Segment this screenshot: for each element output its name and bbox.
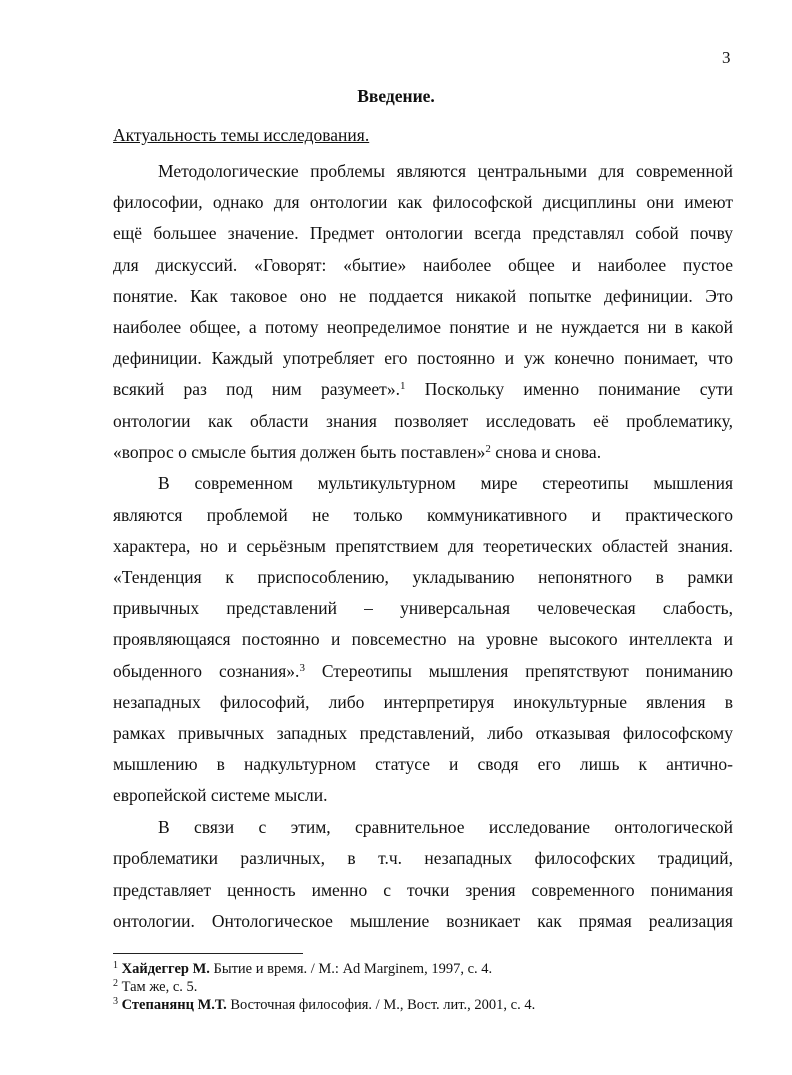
text-line	[113, 875, 733, 906]
text-segment: проблематики различных, в т.ч. незападных философских традиций,	[113, 848, 733, 869]
footnote-text: Восточная философия. / М., Вост. лит., 2001, с. 4.	[226, 997, 536, 1013]
text-segment: «Тенденция к приспособлению, укладыванию непонятного в рамки	[113, 567, 733, 588]
text-segment: ещё большее значение. Предмет онтологии всегда представлял собой почву	[113, 223, 733, 244]
text-segment: онтологии. Онтологическое мышление возникает как прямая реализация	[113, 910, 733, 931]
footnote-number: 1	[113, 960, 118, 971]
text-line	[113, 406, 733, 437]
text-segment: для дискуссий. «Говорят: «бытие» наиболее общее и наиболее пустое	[113, 254, 733, 275]
text-line	[113, 593, 733, 624]
text-line	[113, 656, 733, 687]
paragraph	[113, 468, 733, 811]
page-number: 3	[722, 48, 731, 67]
text-line	[113, 218, 733, 249]
footnote-3	[113, 997, 535, 1014]
text-segment: незападных философий, либо интерпретируя инокультурные явления в	[113, 691, 733, 712]
text-line	[113, 281, 733, 312]
text-line	[113, 812, 733, 843]
text-segment: наиболее общее, а потому неопределимое понятие и не нуждается ни в какой	[113, 316, 733, 337]
text-line	[113, 343, 733, 374]
text-segment: Методологические проблемы являются центральными для современной	[158, 161, 733, 181]
text-segment: снова и снова.	[490, 441, 602, 462]
text-line	[113, 780, 733, 811]
text-segment: философии, однако для онтологии как философской дисциплины они имеют	[113, 192, 733, 213]
text-line	[113, 531, 733, 562]
footnote-ref: 1	[399, 380, 406, 393]
text-segment: дефиниции. Каждый употребляет его постоянно и уж конечно понимает, что	[113, 348, 733, 369]
text-segment: обыденного сознания».	[113, 660, 300, 681]
text-segment: представляет ценность именно с точки зрения современного понимания	[113, 879, 733, 900]
footnote-separator	[113, 953, 303, 954]
footnote-text: Бытие и время. / М.: Ad Marginem, 1997, с. 4.	[209, 961, 493, 977]
text-segment: мышлению в надкультурном статусе и сводя его лишь к антично-	[113, 754, 733, 775]
text-line	[113, 749, 733, 780]
footnote-text: Там же, с. 5.	[121, 979, 198, 995]
text-line	[113, 374, 733, 405]
text-segment: проявляющаяся постоянно и повсеместно на уровне высокого интеллекта и	[113, 629, 733, 650]
footnote-author: Степанянц М.Т.	[121, 997, 227, 1013]
paragraph	[113, 812, 733, 937]
footnote-number: 2	[113, 978, 118, 989]
text-segment: Стереотипы мышления препятствуют пониманию	[304, 660, 734, 681]
text-segment: Поскольку именно понимание сути	[405, 379, 733, 400]
text-segment: В современном мультикультурном мире стереотипы мышления	[158, 473, 733, 494]
text-line	[113, 718, 733, 749]
footnote-ref: 2	[485, 442, 491, 455]
text-segment: «вопрос о смысле бытия должен быть поставлен»	[113, 441, 486, 462]
text-line	[113, 250, 733, 281]
text-line	[113, 187, 733, 218]
footnote-1	[113, 961, 492, 978]
text-segment: являются проблемой не только коммуникативного и практического	[113, 504, 733, 525]
text-segment: характера, но и серьёзным препятствием для теоретических областей знания.	[113, 535, 733, 556]
footnote-author: Хайдеггер М.	[121, 961, 210, 977]
text-line	[113, 500, 733, 531]
text-segment: онтологии как области знания позволяет исследовать её проблематику,	[113, 410, 733, 431]
paragraph	[113, 156, 733, 468]
text-line	[113, 312, 733, 343]
subsection-heading: Актуальность темы исследования.	[113, 125, 370, 145]
text-segment: рамках привычных западных представлений, либо отказывая философскому	[113, 722, 733, 743]
text-line	[113, 843, 733, 874]
text-line	[113, 687, 733, 718]
text-line	[113, 624, 733, 655]
text-segment: В связи с этим, сравнительное исследование онтологической	[158, 817, 733, 838]
section-title: Введение.	[357, 86, 435, 106]
text-segment: европейской системе мысли.	[113, 785, 328, 806]
text-line	[113, 562, 733, 593]
footnote-ref: 3	[299, 661, 305, 674]
footnote-2	[113, 979, 197, 996]
text-line	[113, 906, 733, 937]
text-segment: понятие. Как таковое оно не поддается никакой попытке дефиниции. Это	[113, 285, 733, 306]
body-text	[113, 156, 733, 937]
footnote-number: 3	[113, 996, 118, 1007]
text-segment: привычных представлений – универсальная человеческая слабость,	[113, 598, 733, 619]
text-segment: всякий раз под ним разумеет».	[113, 379, 400, 400]
text-line	[113, 156, 733, 187]
text-line	[113, 437, 733, 468]
text-line	[113, 468, 733, 499]
